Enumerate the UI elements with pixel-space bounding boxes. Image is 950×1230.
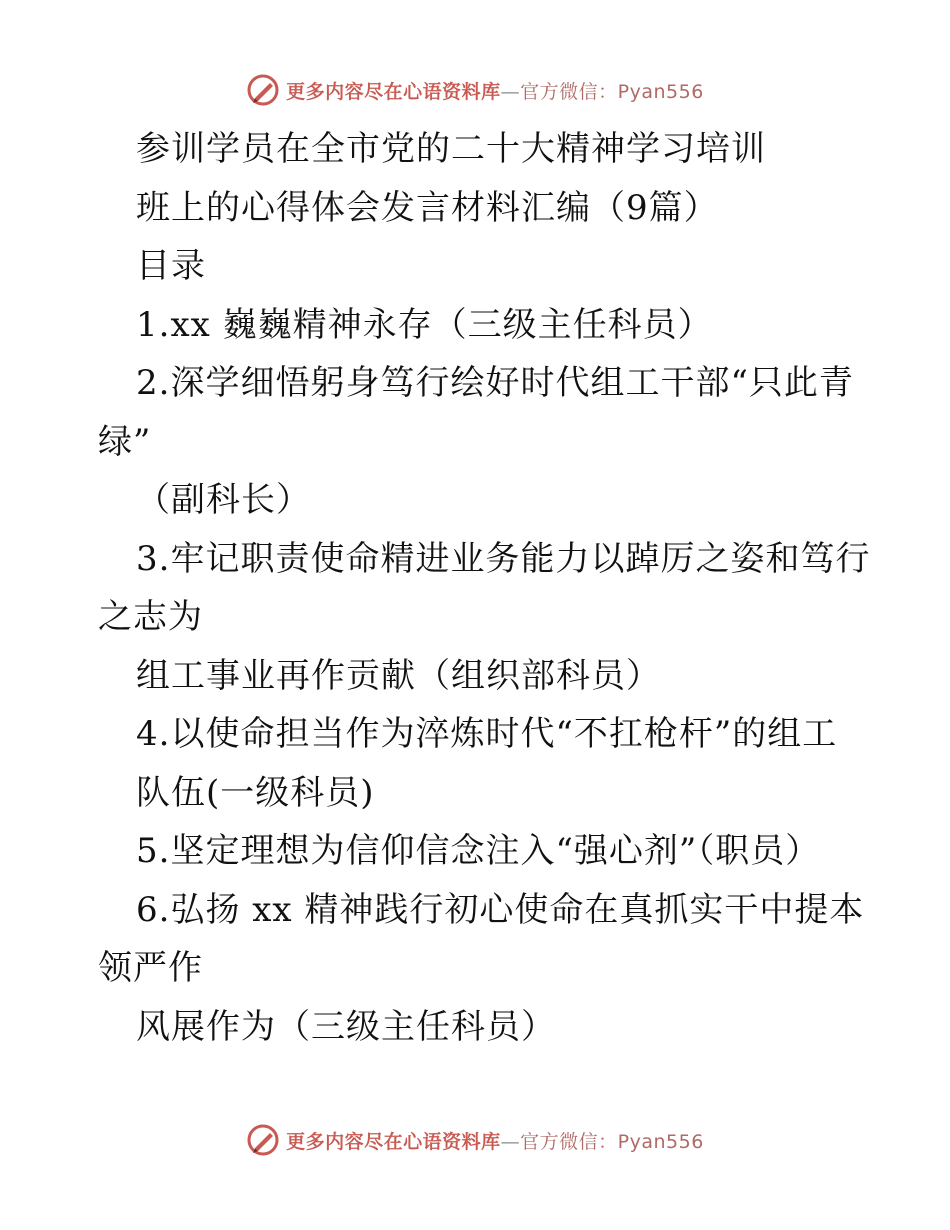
toc-item-6-cont: 领严作 xyxy=(98,948,203,988)
toc-item-6-cont-2: 风展作为（三级主任科员） xyxy=(136,1006,556,1047)
toc-heading: 目录 xyxy=(136,246,206,286)
footer-watermark xyxy=(0,1120,950,1160)
toc-item-3: 3.牢记职责使命精进业务能力以踔厉之姿和笃行 xyxy=(136,538,871,579)
toc-item-2-author: （副科长） xyxy=(136,480,311,520)
toc-item-2-cont: 绿” xyxy=(98,421,152,462)
watermark-text: 更多内容尽在心语资料库—官方微信：Pyan556 xyxy=(286,80,704,103)
watermark-text: 更多内容尽在心语资料库—官方微信：Pyan556 xyxy=(286,1130,704,1153)
toc-item-4: 4.以使命担当作为淬炼时代“不扛枪杆”的组工 xyxy=(136,714,838,754)
doc-title-line-2: 班上的心得体会发言材料汇编（9篇） xyxy=(136,187,719,228)
toc-item-1: 1.xx 巍巍精神永存（三级主任科员） xyxy=(136,304,713,345)
toc-item-2: 2.深学细悟躬身笃行绘好时代组工干部“只此青 xyxy=(136,363,854,403)
toc-item-3-cont: 之志为 xyxy=(98,597,203,637)
toc-item-5: 5.坚定理想为信仰信念注入“强心剂”（职员） xyxy=(136,831,821,871)
toc-item-4-cont: 队伍(一级科员) xyxy=(136,772,375,813)
doc-title-line-1: 参训学员在全市党的二十大精神学习培训 xyxy=(136,129,766,169)
pen-logo-icon xyxy=(246,1123,280,1157)
pen-logo-icon xyxy=(246,73,280,107)
toc-item-3-cont-2: 组工事业再作贡献（组织部科员） xyxy=(136,655,661,696)
header-watermark xyxy=(0,70,950,110)
toc-item-6: 6.弘扬 xx 精神践行初心使命在真抓实干中提本 xyxy=(136,889,865,930)
document-body xyxy=(98,120,871,1056)
